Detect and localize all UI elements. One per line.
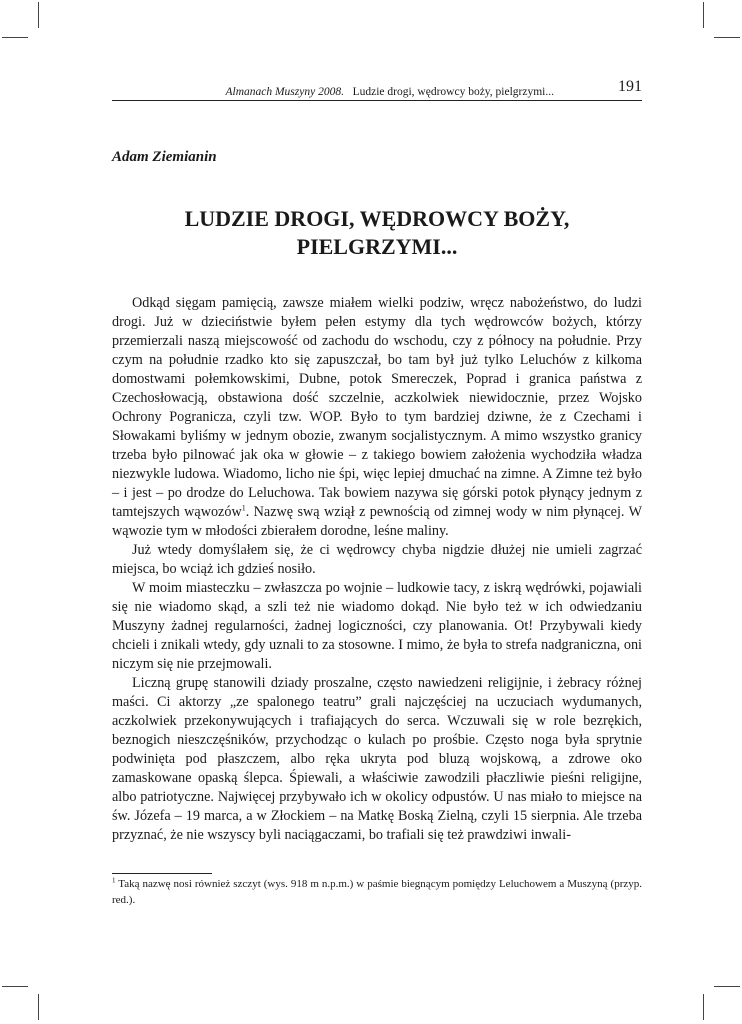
crop-mark	[714, 986, 740, 987]
article-title	[112, 205, 642, 261]
footnote	[112, 877, 642, 908]
crop-mark	[703, 994, 704, 1020]
crop-mark	[2, 986, 28, 987]
running-title-journal: Almanach Muszyny 2008.	[225, 86, 344, 98]
article-title-line1: LUDZIE DROGI, WĘDROWCY BOŻY,	[184, 206, 570, 231]
article-body	[112, 294, 642, 845]
paragraph-text: . Nazwę swą wziął z pewnością od zimnej wody w nim płynącej. W wąwozie tym w młodości zbierałem dorodne, leśne maliny.	[112, 504, 642, 539]
running-title-article: Ludzie drogi, wędrowcy boży, pielgrzymi...	[352, 86, 554, 98]
paragraph	[112, 294, 642, 541]
footnote-reference: 1	[241, 503, 246, 513]
crop-mark	[703, 2, 704, 28]
paragraph: W moim miasteczku – zwłaszcza po wojnie – ludkowie tacy, z iskrą wędrówki, pojawiali się nie wiadomo skąd, a szli też nie wiadomo dokąd. Nie było też w ich odwiedzaniu Muszyny żadnej regularności, żadnej logiczności, czy planowania. Ot! Przybywali kiedy chcieli i znikali wtedy, gdy uznali to za stosowne. I mimo, że była to strefa nadgraniczna, oni niczym się nie przejmowali.	[112, 580, 642, 672]
paragraph: Liczną grupę stanowili dziady proszalne, często nawiedzeni religijnie, i żebracy różnej maści. Ci aktorzy „ze spalonego teatru” grali najczęściej na uczuciach wydumanych, aczkolwiek przekonywujących i trafiających do serca. Wczuwali się w role bezrękich, beznogich nieszczęśników, przychodząc o kulach po prośbie. Często noga była sprytnie podwinięta pod płaszczem, albo ręka ukryta pod bluzą wojskową, a zdrowe oko zamaskowane opaską ślepca. Śpiewali, a właściwie zawodzili płaczliwie pieśni religijne, albo patriotyczne. Najwięcej przybywało ich w okolicy odpustów. U nas miało to miejsce na św. Józefa – 19 marca, a w Złockiem – na Matkę Boską Zielną, czyli 15 sierpnia. Ale trzeba przyznać, że nie wszyscy byli naciągaczami, bo trafiali się też prawdziwi inwali-	[112, 675, 642, 843]
crop-mark	[2, 37, 28, 38]
footnote-marker: 1	[112, 876, 116, 885]
footnote-divider	[112, 873, 212, 874]
paragraph: Już wtedy domyślałem się, że ci wędrowcy chyba nigdzie dłużej nie umieli zagrzać miejsca, bo wciąż ich gdzieś nosiło.	[112, 542, 642, 577]
running-title	[225, 86, 554, 98]
page-number: 191	[618, 78, 642, 95]
page-header	[112, 78, 642, 101]
crop-mark	[38, 994, 39, 1020]
crop-mark	[38, 2, 39, 28]
paragraph-text: Odkąd sięgam pamięcią, zawsze miałem wielki podziw, wręcz nabożeństwo, do ludzi drogi. Już w dzieciństwie byłem pełen estymy dla tych wędrowców bożych, którzy przemierzali naszą miejscowość od zachodu do wschodu, czy z północy na południe. Przy czym na południe rzadko kto się zapuszczał, bo tam był już tylko Leluchów z kilkoma domostwami połemkowskimi, Dubne, potok Smereczek, Poprad i granica państwa z Czechosłowacją, obstawiona dość szczelnie, aczkolwiek niewidocznie, przez Wojsko Ochrony Pogranicza, czyli tzw. WOP. Było to tym bardziej dziwne, że z Czechami i Słowakami byliśmy w jednym obozie, zwanym socjalistycznym. A mimo wszystko granicy trzeba było pilnować jak oka w głowie – z takiego bowiem założenia wychodziła władza niezwykle ludowa. Wiadomo, licho nie śpi, więc lepiej dmuchać na zimne. A Zimne też było – i jest – po drodze do Leluchowa. Tak bowiem nazywa się górski potok płynący jednym z tamtejszych wąwozów	[112, 295, 642, 520]
article-author: Adam Ziemianin	[112, 149, 217, 165]
footnote-text: Taką nazwę nosi również szczyt (wys. 918 m n.p.m.) w paśmie biegnącym pomiędzy Leluchowem a Muszyną (przyp. red.).	[112, 878, 642, 906]
crop-mark	[714, 37, 740, 38]
article-title-line2: PIELGRZYMI...	[296, 234, 458, 259]
